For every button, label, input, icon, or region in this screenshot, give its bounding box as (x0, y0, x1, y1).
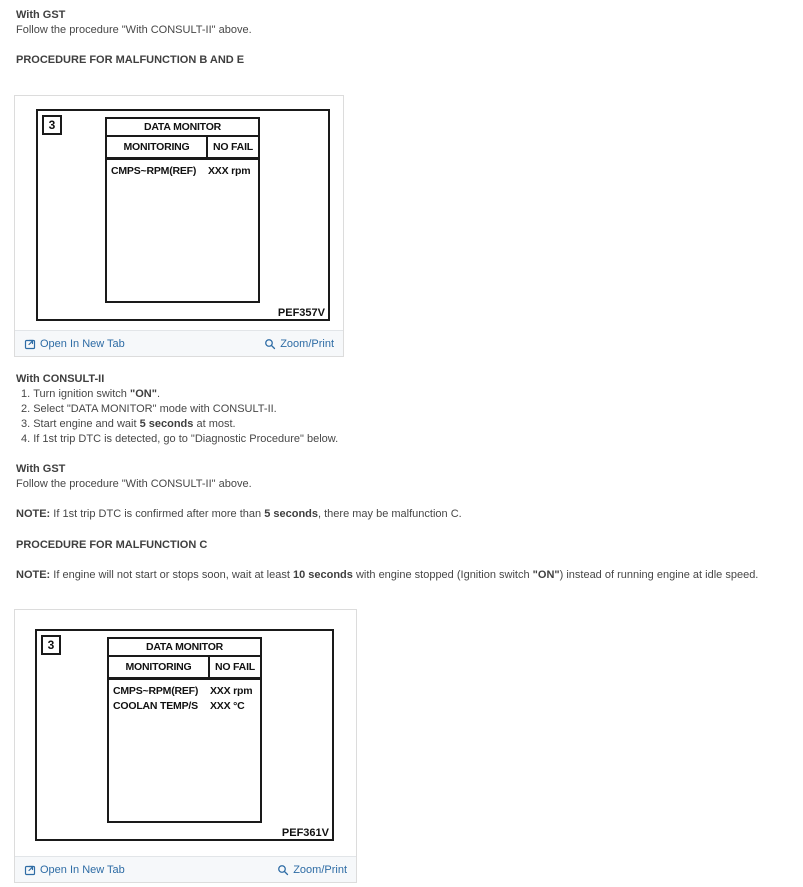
figure-card-pef357v (14, 95, 344, 357)
magnifier-icon (277, 864, 289, 876)
figure-card-pef361v (14, 609, 357, 883)
note-engine-stopped: NOTE: If engine will not start or stops soon, wait at least 10 seconds with engine stopped (Ignition switch "ON") instead of running engine at idle speed. (16, 569, 759, 581)
no-fail-column-header: NO FAIL (214, 661, 255, 673)
monitor-label: CMPS~RPM(REF) (113, 685, 199, 697)
figure-toolbar (15, 330, 343, 356)
figure-image-area (15, 96, 343, 330)
monitor-row (113, 684, 258, 699)
screen-title: DATA MONITOR (109, 639, 260, 657)
monitor-row (113, 699, 258, 714)
with-gst-body-2: Follow the procedure "With CONSULT-II" above. (16, 478, 252, 490)
no-fail-column-header: NO FAIL (212, 141, 253, 153)
section-with-consult (16, 372, 803, 447)
figure-image-area (15, 610, 356, 856)
figure-ref-number: 3 (41, 635, 61, 655)
figure-ref-number: 3 (42, 115, 62, 135)
screen-body (109, 680, 260, 714)
zoom-print-label: Zoom/Print (280, 337, 334, 350)
monitor-label: COOLAN TEMP/S (113, 700, 198, 712)
monitoring-column-header: MONITORING (109, 657, 210, 677)
open-in-new-tab-icon (24, 338, 36, 350)
consult-screen (105, 117, 260, 303)
figure-code: PEF361V (281, 827, 329, 839)
consult-steps (16, 387, 803, 447)
monitor-value: XXX rpm (208, 165, 251, 177)
zoom-print-link[interactable] (277, 864, 347, 876)
diagram-frame (35, 629, 334, 841)
note-malfunction-c-possible: NOTE: If 1st trip DTC is confirmed after more than 5 seconds, there may be malfunction C. (16, 508, 462, 520)
monitor-value: XXX rpm (210, 685, 253, 697)
open-in-new-tab-link[interactable] (24, 864, 125, 876)
step-4: 4. If 1st trip DTC is detected, go to "Diagnostic Procedure" below. (21, 433, 339, 445)
monitor-label: CMPS~RPM(REF) (111, 165, 197, 177)
procedure-c-heading: PROCEDURE FOR MALFUNCTION C (16, 539, 208, 551)
open-in-new-tab-label: Open In New Tab (40, 337, 125, 350)
step-2: 2. Select "DATA MONITOR" mode with CONSULT-II. (21, 403, 277, 415)
zoom-print-link[interactable] (264, 338, 334, 350)
with-consult-heading: With CONSULT-II (16, 373, 105, 385)
monitoring-column-header: MONITORING (107, 137, 208, 157)
step-3: 3. Start engine and wait 5 seconds at most. (21, 418, 236, 430)
section-with-gst-2 (16, 462, 803, 492)
procedure-b-e-heading: PROCEDURE FOR MALFUNCTION B AND E (16, 54, 245, 66)
monitor-value: XXX °C (210, 700, 245, 712)
figure-toolbar (15, 856, 356, 882)
screen-header-row (107, 137, 258, 160)
step-1: 1. Turn ignition switch "ON". (21, 388, 160, 400)
screen-body (107, 160, 258, 179)
with-gst-body: Follow the procedure "With CONSULT-II" above. (16, 24, 252, 36)
with-gst-heading: With GST (16, 9, 66, 21)
zoom-print-label: Zoom/Print (293, 863, 347, 876)
open-in-new-tab-link[interactable] (24, 338, 125, 350)
section-with-gst-1 (16, 8, 803, 38)
monitor-row (111, 164, 256, 179)
screen-header-row (109, 657, 260, 680)
screen-title: DATA MONITOR (107, 119, 258, 137)
figure-code: PEF357V (277, 307, 325, 319)
diagram-frame (36, 109, 330, 321)
magnifier-icon (264, 338, 276, 350)
consult-screen (107, 637, 262, 823)
with-gst-heading-2: With GST (16, 463, 66, 475)
open-in-new-tab-icon (24, 864, 36, 876)
open-in-new-tab-label: Open In New Tab (40, 863, 125, 876)
